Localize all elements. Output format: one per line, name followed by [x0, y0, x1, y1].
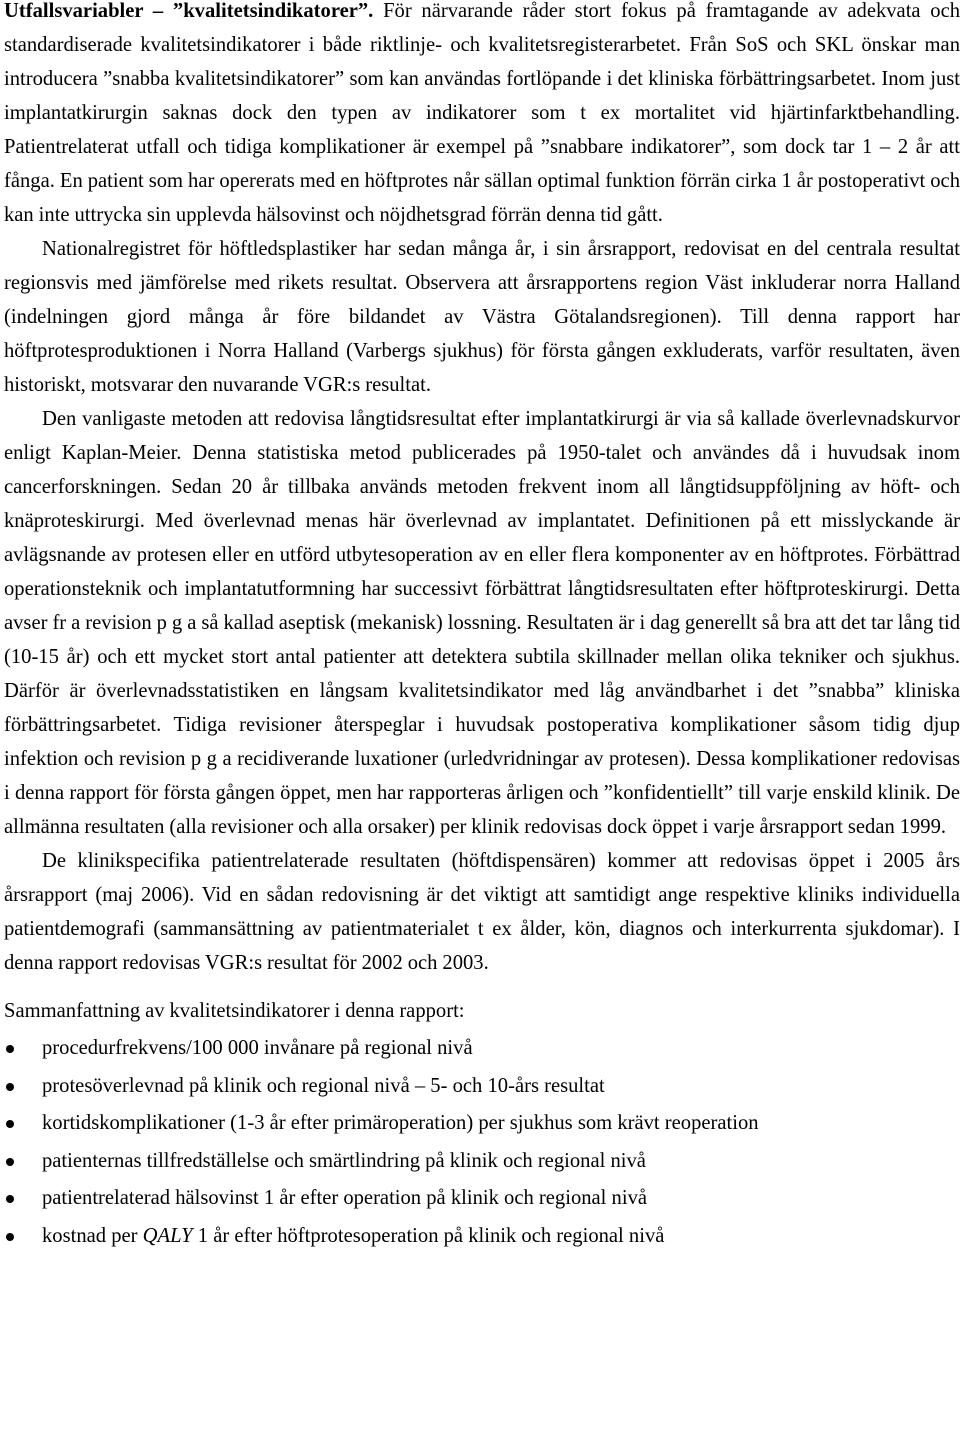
summary-item-text: protesöverlevnad på klinik och regional nivå – 5- och 10-års resultat: [42, 1074, 605, 1097]
summary-list-item: [4, 1143, 960, 1181]
paragraph-patient-results: De klinikspecifika patientrelaterade resultaten (höftdispensären) kommer att redovisas öppet i 2005 års årsrapport (maj 2006). Vid en sådan redovisning är det viktigt att samtidigt ange respektive kliniks individuella patientdemografi (sammansättning av patientmaterialet t ex ålder, kön, diagnos och interkurrenta sjukdomar). I denna rapport redovisas VGR:s resultat för 2002 och 2003.: [4, 850, 960, 974]
paragraph-text: För närvarande råder stort fokus på framtagande av adekvata och standardiserade kvalitetsindikatorer i både riktlinje- och kvalitetsregisterarbetet. Från SoS och SKL önskar man introducera ”snabba kvalitetsindikatorer” som kan användas fortlöpande i det kliniska förbättringsarbetet. Inom just implantatkirurgin saknas dock den typen av indikatorer som t ex mortalitet vid hjärtinfarktbehandling. Patientrelaterat utfall och tidiga komplikationer är exempel på ”snabbare indikatorer”, som dock tar 1 – 2 år att fånga. En patient som har opererats med en höftprotes når sällan optimal funktion förrän cirka 1 år postoperativt och kan inte uttrycka sin upplevda hälsovinst och nöjdhetsgrad förrän denna tid gått.: [4, 0, 960, 226]
bullet-icon: [6, 1045, 14, 1053]
summary-intro: Sammanfattning av kvalitetsindikatorer i denna rapport:: [4, 1000, 465, 1022]
section-heading: Utfallsvariabler – ”kvalitetsindikatorer”.: [4, 0, 374, 22]
summary-item-text: patientrelaterad hälsovinst 1 år efter operation på klinik och regional nivå: [42, 1187, 648, 1209]
summary-list-item: [4, 1180, 960, 1218]
summary-list-item: [4, 1218, 960, 1256]
summary-item-prefix: kostnad per: [42, 1224, 143, 1247]
summary-item-text: kortidskomplikationer (1-3 år efter primäroperation) per sjukhus som krävt reoperation: [42, 1112, 759, 1134]
summary-list-item: [4, 1030, 960, 1068]
summary-list-item: [4, 1105, 960, 1143]
paragraph-national-register: Nationalregistret för höftledsplastiker har sedan många år, i sin årsrapport, redovisat en del centrala resultat regionsvis med jämförelse med rikets resultat. Observera att årsrapportens region Väst inkluderar norra Halland (indelningen gjord många år före bildandet av Västra Götalandsregionen). Till denna rapport har höftprotesproduktionen i Norra Halland (Varbergs sjukhus) för första gången exkluderats, varför resultaten, även historiskt, motsvarar den nuvarande VGR:s resultat.: [4, 238, 960, 396]
paragraph-kaplan-meier: Den vanligaste metoden att redovisa långtidsresultat efter implantatkirurgi är via så kallade överlevnadskurvor enligt Kaplan-Meier. Denna statistiska metod publicerades på 1950-talet och användes då i huvudsak inom cancerforskningen. Sedan 20 år tillbaka används metoden frekvent inom all långtidsuppföljning av höft- och knäproteskirurgi. Med överlevnad menas här överlevnad av implantatet. Definitionen på ett misslyckande är avlägsnande av protesen eller en utförd utbytesoperation av en eller flera komponenter av en höftprotes. Förbättrad operationsteknik och implantatutformning har successivt förbättrat långtidsresultaten efter höftproteskirurgi. Detta avser fr a revision p g a så kallad aseptisk (mekanisk) lossning. Resultaten är i dag generellt så bra att det tar lång tid (10-15 år) och ett mycket stort antal patienter att detektera subtila skillnader mellan olika tekniker och sjukhus. Därför är överlevnadsstatistiken en långsam kvalitetsindikator med låg användbarhet i det ”snabba” kliniska förbättringsarbetet. Tidiga revisioner återspeglar i huvudsak postoperativa komplikationer såsom tidig djup infektion och revision p g a recidiverande luxationer (urledvridningar av protesen). Dessa komplikationer redovisas i denna rapport för första gången öppet, men har rapporteras årligen och ”konfidentiellt” till varje enskild klinik. De allmänna resultaten (alla revisioner och alla orsaker) per klinik redovisas dock öppet i varje årsrapport sedan 1999.: [4, 408, 960, 838]
summary-item-text: patienternas tillfredställelse och smärtlindring på klinik och regional nivå: [42, 1149, 646, 1172]
summary-list: [4, 1030, 960, 1255]
bullet-icon: [6, 1120, 14, 1128]
qaly-term: QALY: [142, 1224, 193, 1247]
bullet-icon: [6, 1233, 14, 1241]
summary-list-item: [4, 1068, 960, 1106]
summary-item-suffix: 1 år efter höftprotesoperation på klinik och regional nivå: [192, 1224, 665, 1247]
bullet-icon: [6, 1083, 14, 1091]
bullet-icon: [6, 1158, 14, 1166]
document-page: [4, 0, 960, 1255]
paragraph-outcome-variables: [4, 0, 960, 232]
bullet-icon: [6, 1195, 14, 1203]
summary-item-text: procedurfrekvens/100 000 invånare på regional nivå: [42, 1037, 473, 1059]
